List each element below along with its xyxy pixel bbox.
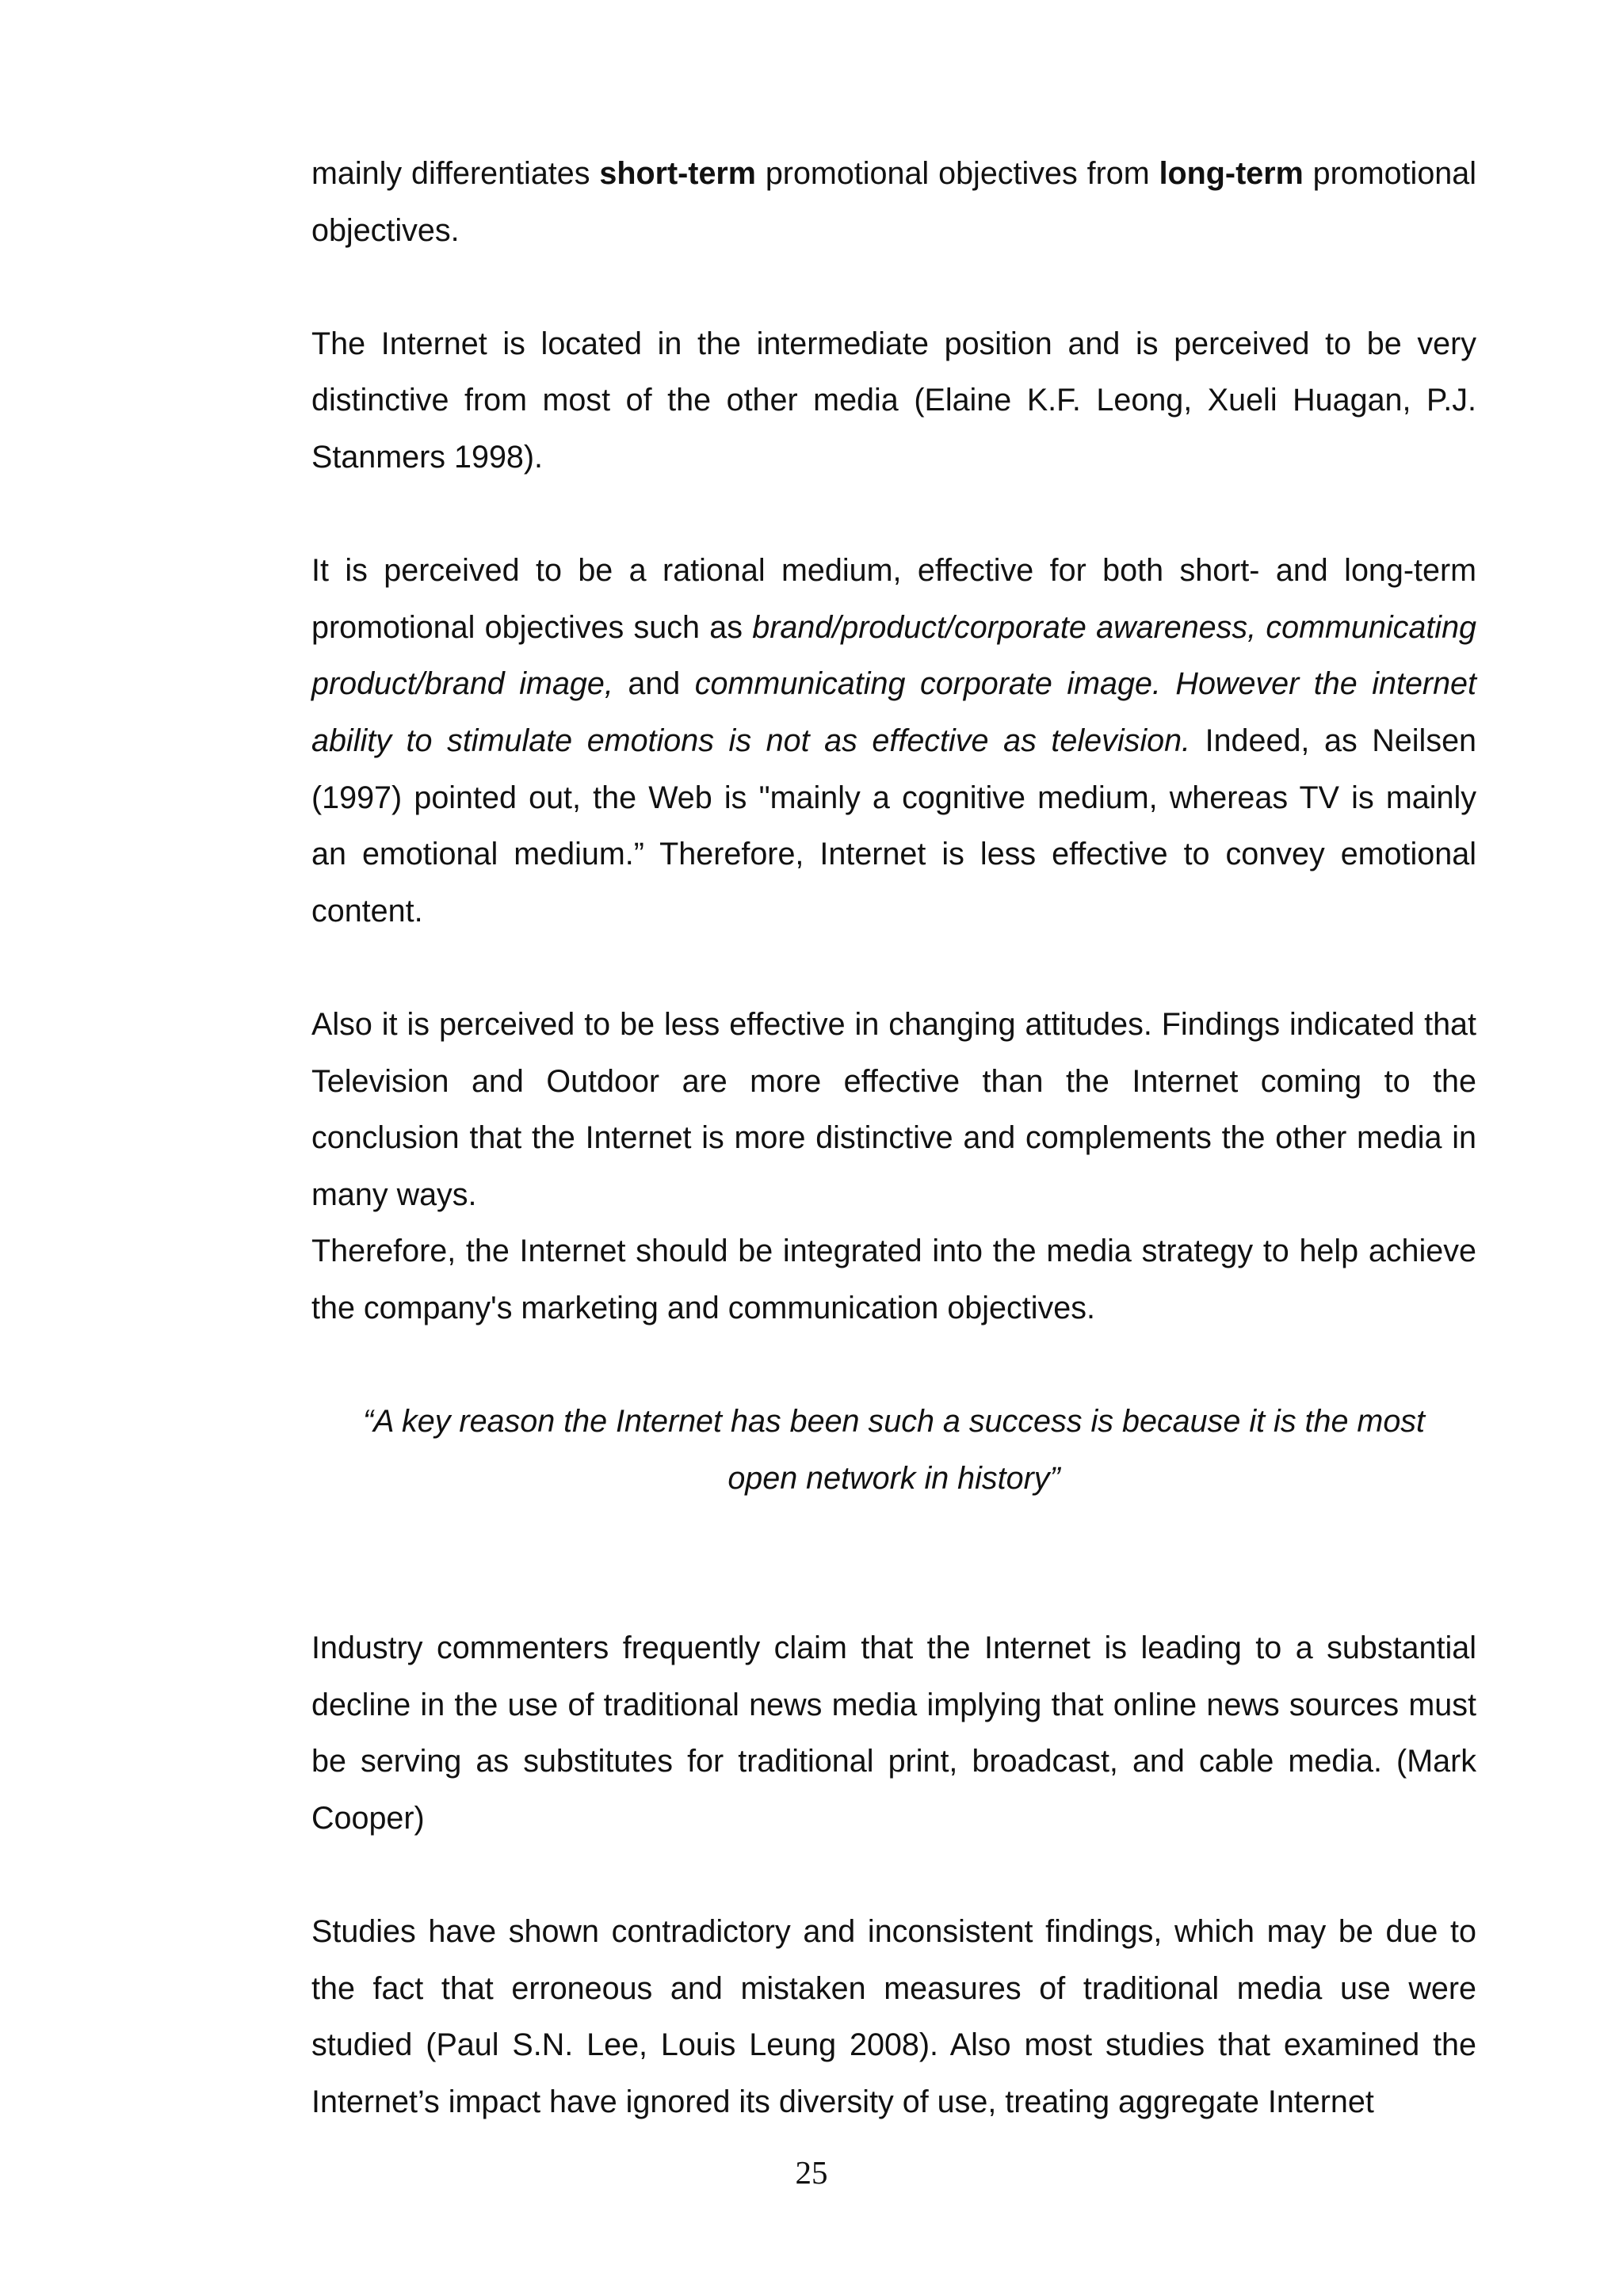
paragraph-rational-medium bbox=[311, 543, 1476, 940]
paragraph-changing-attitudes: Also it is perceived to be less effective in changing attitudes. Findings indicated that Television and Outdoor are more effective than the Internet coming to the conclusion that the Internet is more distinctive and complements the other media in many ways. bbox=[311, 1006, 1476, 1212]
bold-term-long: long-term bbox=[1159, 156, 1304, 191]
paragraph-gap bbox=[311, 1848, 1476, 1905]
paragraph-gap bbox=[311, 1337, 1476, 1394]
body-text bbox=[311, 146, 1476, 2131]
text-run: It is perceived to be a rational medium, effective for both short- and long-term promotional objectives such as bbox=[311, 553, 1476, 645]
italic-run: communicating corporate image. However the internet ability to stimulate emotions is not as effective as television. bbox=[311, 666, 1476, 758]
paragraph-intermediate-position: The Internet is located in the intermediate position and is perceived to be very distinctive from most of the other media (Elaine K.F. Leong, Xueli Huagan, P.J. Stanmers 1998). bbox=[311, 326, 1476, 475]
block-quote: “A key reason the Internet has been such a success is because it is the most open network in history” bbox=[362, 1404, 1426, 1496]
text-run: promotional objectives. bbox=[311, 156, 1476, 248]
paragraph-gap bbox=[311, 259, 1476, 316]
text-run: promotional objectives from bbox=[755, 156, 1159, 191]
text-run: and bbox=[613, 666, 695, 702]
text-run: Indeed, as Neilsen (1997) pointed out, the Web is "mainly a cognitive medium, whereas TV is mainly an emotional medium.” Therefore, Internet is less effective to convey emotional content. bbox=[311, 723, 1477, 929]
page-number: 25 bbox=[795, 2154, 828, 2191]
italic-run: brand/product/corporate awareness, communicating product/brand image, bbox=[311, 609, 1477, 702]
paragraph-media-strategy: Therefore, the Internet should be integrated into the media strategy to help achieve the company's marketing and communication objectives. bbox=[311, 1234, 1476, 1325]
paragraph-objectives bbox=[311, 146, 1476, 259]
bold-term-short: short-term bbox=[599, 156, 756, 191]
paragraph-studies: Studies have shown contradictory and inconsistent findings, which may be due to the fact that erroneous and mistaken measures of traditional media use were studied (Paul S.N. Lee, Louis Leung 2008). Also most studies that examined the Internet’s impact have ignored its diversity of use, treating aggregate Internet bbox=[311, 1914, 1476, 2119]
paragraph-gap bbox=[311, 940, 1476, 997]
text-run: mainly differentiates bbox=[311, 156, 600, 191]
paragraph-gap bbox=[311, 486, 1476, 543]
paragraph-industry-commenters: Industry commenters frequently claim that the Internet is leading to a substantial decline in the use of traditional news media implying that online news sources must be serving as substitutes for traditional print, broadcast, and cable media. (Mark Cooper) bbox=[311, 1630, 1476, 1836]
paragraph-gap bbox=[311, 1507, 1476, 1620]
